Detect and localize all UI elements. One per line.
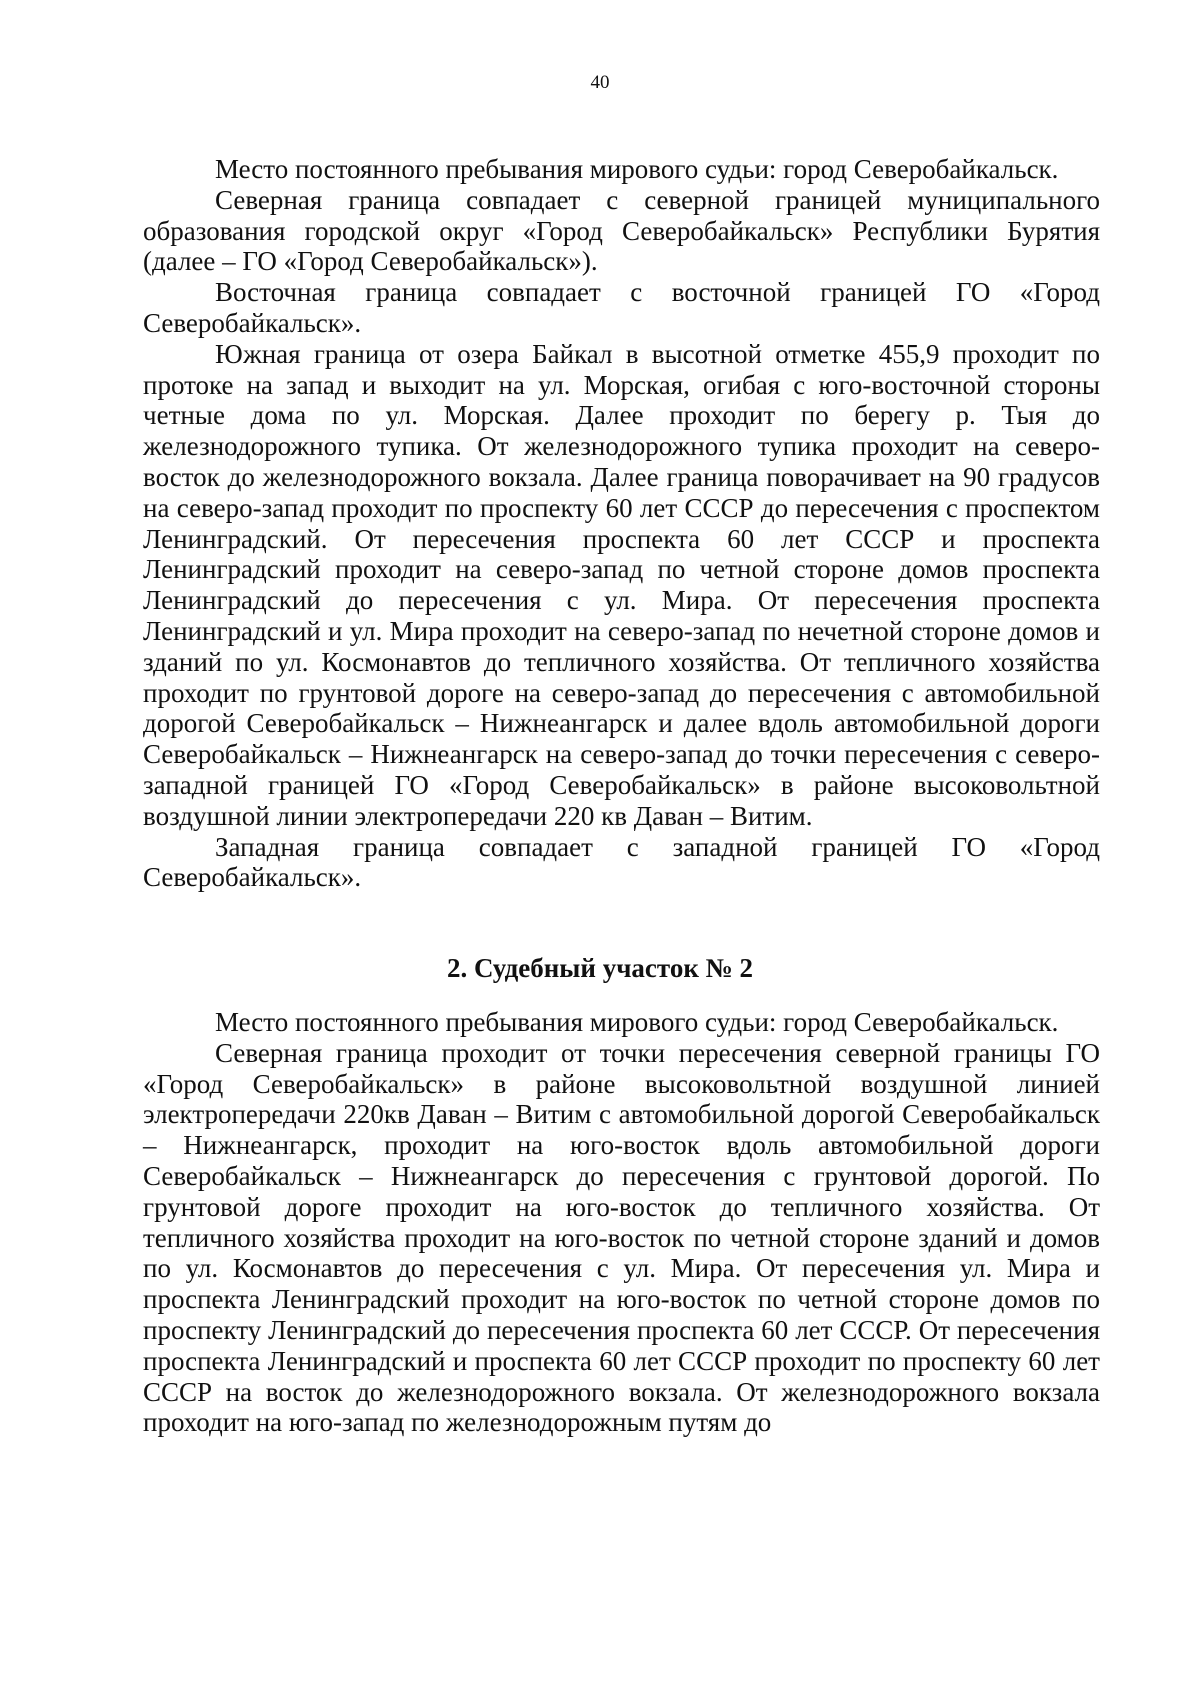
paragraph-residence: Место постоянного пребывания мирового судьи: город Северобайкальск. bbox=[215, 1007, 1059, 1037]
paragraph-north-border: Северная граница совпадает с северной границей муниципального образования городской округ «Город Северобайкальск» Республики Бурятия (далее – ГО «Город Северобайкальск»). bbox=[143, 184, 1100, 277]
section-heading-district-2: 2. Судебный участок № 2 bbox=[446, 953, 754, 983]
paragraph-south-border: Южная граница от озера Байкал в высотной отметке 455,9 проходит по протоке на запад и выходит на ул. Морская, огибая с юго-восточной стороны четные дома по ул. Морская. Далее проходит по берегу р. Тыя до железнодорожного тупика. От железнодорожного тупика проходит на северо-восток до железнодорожного вокзала. Далее граница поворачивает на 90 градусов на северо-запад проходит по проспекту 60 лет СССР до пересечения с проспектом Ленинградский. От пересечения проспекта 60 лет СССР и проспекта Ленинградский проходит на северо-запад по четной стороне домов проспекта Ленинградский до пересечения с ул. Мира. От пересечения проспекта Ленинградский и ул. Мира проходит на северо-запад по нечетной стороне домов и зданий по ул. Космонавтов до тепличного хозяйства. От тепличного хозяйства проходит по грунтовой дороге на северо-запад до пересечения с автомобильной дорогой Северобайкальск – Нижнеангарск и далее вдоль автомобильной дороги Северобайкальск – Нижнеангарск на северо-запад до точки пересечения с северо-западной границей ГО «Город Северобайкальск» в районе высоковольтной воздушной линии электропередачи 220 кв Даван – Витим. bbox=[143, 338, 1100, 831]
paragraph-residence: Место постоянного пребывания мирового судьи: город Северобайкальск. bbox=[215, 154, 1059, 184]
paragraph-west-border: Западная граница совпадает с западной границей ГО «Город Северобайкальск». bbox=[143, 831, 1100, 893]
page-number: 40 bbox=[590, 72, 610, 93]
paragraph-east-border: Восточная граница совпадает с восточной границей ГО «Город Северобайкальск». bbox=[143, 277, 1100, 338]
paragraph-north-border: Северная граница проходит от точки пересечения северной границы ГО «Город Северобайкальск» в районе высоковольтной воздушной линией электропередачи 220кв Даван – Витим с автомобильной дорогой Северобайкальск – Нижнеангарск, проходит на юго-восток вдоль автомобильной дороги Северобайкальск – Нижнеангарск до пересечения с грунтовой дорогой. По грунтовой дороге проходит на юго-восток до тепличного хозяйства. От тепличного хозяйства проходит на юго-восток по четной стороне зданий и домов по ул. Космонавтов до пересечения с ул. Мира. От пересечения ул. Мира и проспекта Ленинградский проходит на юго-восток по четной стороне домов по проспекту Ленинградский до пересечения проспекта 60 лет СССР. От пересечения проспекта Ленинградский и проспекта 60 лет СССР проходит по проспекту 60 лет СССР на восток до железнодорожного вокзала. От железнодорожного вокзала проходит на юго-запад по железнодорожным путям до bbox=[143, 1037, 1100, 1438]
section-district-1 bbox=[143, 154, 1100, 893]
section-district-2 bbox=[143, 1007, 1100, 1438]
